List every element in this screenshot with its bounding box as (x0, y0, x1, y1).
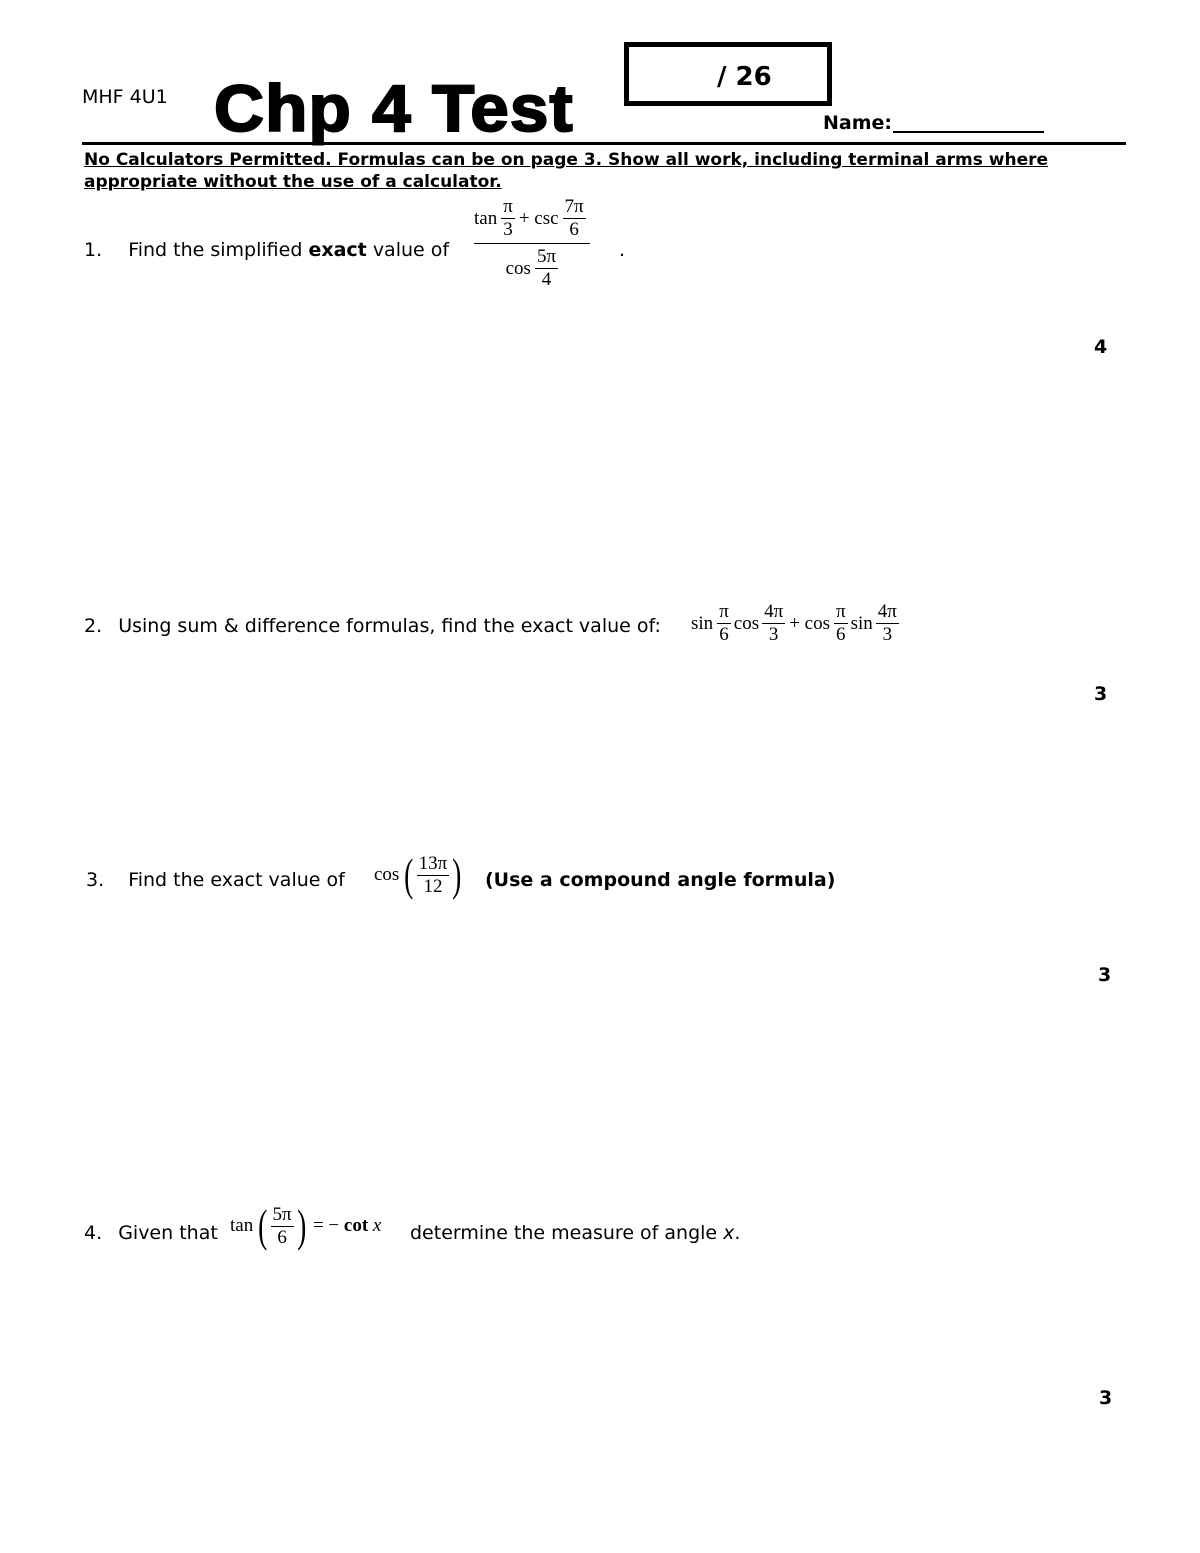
question-2-expression: sin $\frac{\pi}{6}$ cos $\frac{4\pi}{3}$ + cos $\frac{\pi}{6}$ sin $\frac{4\pi}{3}$ (691, 601, 897, 645)
score-box (624, 42, 832, 106)
name-blank-line[interactable] (893, 131, 1044, 133)
question-1-marks: 4 (1094, 336, 1108, 358)
score-total: / 26 (717, 62, 772, 92)
question-3-expression: cos ( $\frac{13\pi}{12}$ ) (374, 849, 462, 900)
question-number: 4. (84, 1222, 103, 1244)
header-rule (82, 142, 1126, 145)
question-4-marks: 3 (1099, 1387, 1113, 1409)
test-title: Chp 4 Test (214, 71, 574, 145)
question-1: 1. Find the simplified exact value of (84, 239, 450, 261)
course-code: MHF 4U1 (82, 86, 168, 108)
question-3: 3. Find the exact value of (86, 869, 345, 891)
instructions: No Calculators Permitted. Formulas can be on page 3. Show all work, including terminal arms where appropriate without the use of a calculator. (84, 150, 1049, 192)
question-number: 1. (84, 239, 103, 261)
question-2: 2. Using sum & difference formulas, find the exact value of: (84, 615, 661, 637)
question-1-expression: tan $\frac{\pi}{3}$ + csc $\frac{7\pi}{6}$ cos $\frac{5\pi}{4}$ (474, 196, 590, 291)
question-3-note: (Use a compound angle formula) (485, 869, 836, 891)
question-1-period: . (619, 239, 626, 261)
question-2-marks: 3 (1094, 683, 1108, 705)
question-number: 3. (86, 869, 105, 891)
question-4: 4. Given that (84, 1222, 218, 1244)
question-4-expression: tan ( $\frac{5\pi}{6}$ ) = − cot x (230, 1200, 382, 1251)
question-number: 2. (84, 615, 103, 637)
name-label: Name: (823, 112, 893, 134)
question-4-tail: determine the measure of angle x. (410, 1222, 741, 1244)
question-3-marks: 3 (1098, 964, 1112, 986)
